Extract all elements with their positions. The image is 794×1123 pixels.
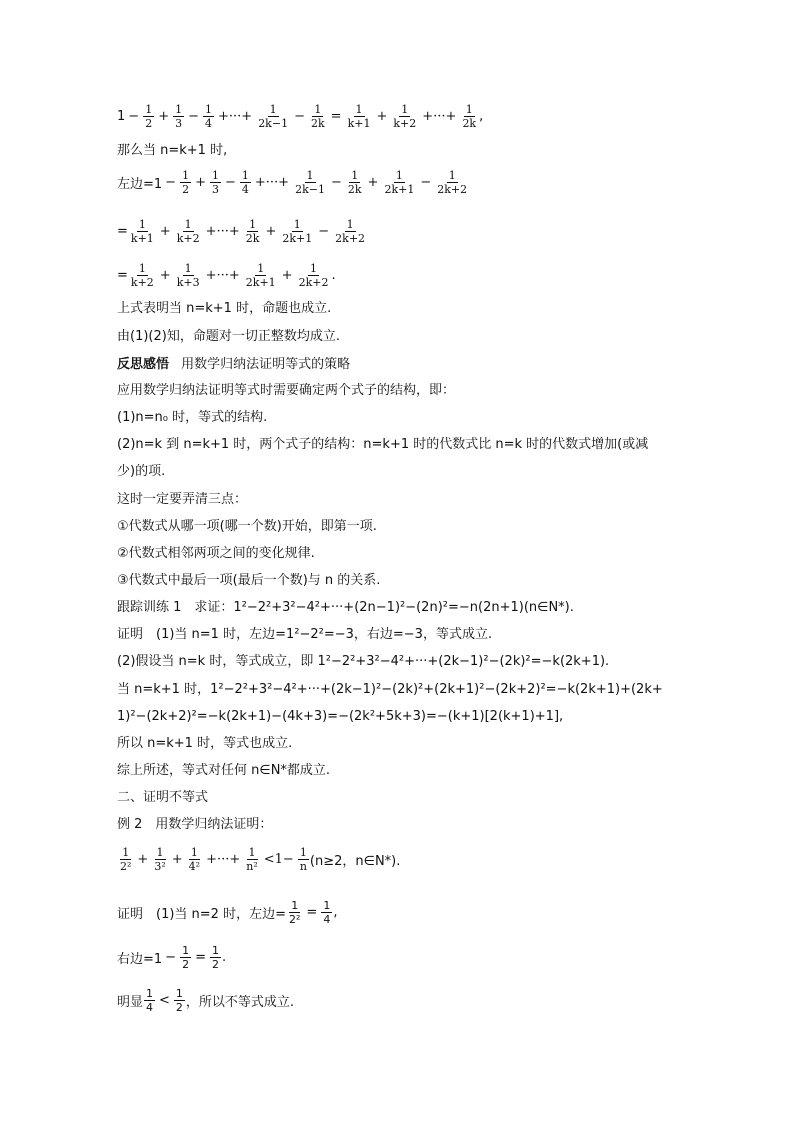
fraction-denominator: 4 [323,912,331,926]
equation-operator: = [330,108,342,124]
fraction-numerator: 1 [205,102,212,116]
equation-lead: 左边=1 [117,176,163,192]
text-line-11: ③代数式中最后一项(最后一个数)与 n 的关系. [117,573,381,588]
fraction-denominator: 2k [310,116,325,130]
equation-inequality [117,837,400,881]
text-line-8: 这时一定要弄清三点： [117,492,248,507]
equation-operator: − [165,949,177,965]
text-line-17: 所以 n=k+1 时，等式也成立. [117,736,293,751]
fraction-denominator: 2k+1 [282,231,313,245]
equation-operator: + [137,851,149,867]
text-line-13: 证明 (1)当 n=1 时，左边=1²−2²=−3，右边=−3，等式成立. [117,627,493,642]
text-line-5: (1)n=n₀ 时，等式的结构. [117,410,268,425]
fraction-numerator: 1 [293,217,301,231]
fraction [210,944,221,971]
fraction-numerator: 1 [190,845,198,859]
text-then: 那么当 n=k+1 时, [117,143,228,158]
equation-operator: = [306,904,318,920]
equation-obvious [117,978,294,1022]
equation-tail: , [333,904,338,920]
text-line-1: 上式表明当 n=k+1 时，命题也成立. [117,301,332,316]
fraction-denominator: 2k+1 [245,275,276,289]
fraction-numerator: 1 [465,102,473,116]
fraction-denominator: 2k−1 [295,182,325,196]
fraction-denominator: 2k [462,116,477,130]
fraction-numerator: 1 [138,261,146,275]
fraction [244,262,278,289]
fraction-denominator: 2² [120,859,132,873]
fraction-numerator: 1 [138,217,146,231]
fraction [309,103,327,130]
fraction-denominator: 4² [188,859,201,873]
equation-operator: +···+ [205,267,240,283]
fraction [203,103,214,130]
equation-operator: + [367,174,379,190]
fraction-denominator: k+1 [130,231,154,245]
reflection-label: 反思感悟 [117,357,170,372]
equation-operator: + [159,267,171,283]
equation-tail: , [479,108,484,124]
fraction-denominator: 4 [146,1000,154,1014]
fraction [280,218,314,245]
fraction [175,218,202,245]
fraction-denominator: k+2 [130,275,154,289]
equation-lead: = [117,267,128,283]
fraction [129,218,156,245]
equation-tail: ，所以不等式成立. [185,994,295,1010]
fraction-numerator: 1 [184,217,192,231]
equation-operator: − [165,174,177,190]
equation-operator: +···+ [254,174,290,190]
fraction [382,169,416,196]
fraction-denominator: 2 [182,182,190,196]
fraction-numerator: 1 [448,168,456,182]
fraction-numerator: 1 [310,261,318,275]
equation-operator: + [281,267,293,283]
equation-third [117,253,336,297]
text-line-6: (2)n=k 到 n=k+1 时，两个式子的结构：n=k+1 时的代数式比 n=k 时的代数式增加(或减 [117,437,649,452]
example-heading: 例 2 用数学归纳法证明： [117,817,273,832]
fraction [187,846,202,873]
equation-tail: . [221,949,227,965]
fraction-denominator: 2k+2 [437,182,468,196]
equation-operator: + [265,223,277,239]
text-line-16: 1)²−(2k+2)²=−k(2k+1)−(4k+3)=−(2k²+5k+3)=−(k+1)[2(k+1)+1], [117,709,564,724]
fraction [298,846,309,873]
equation-lead: 1 [117,108,126,124]
equation-operator: + [195,174,206,190]
fraction-numerator: 1 [146,986,154,1000]
fraction-denominator: 2 [211,957,219,971]
fraction [129,262,156,289]
fraction-denominator: 3² [154,859,166,873]
fraction-denominator: k+1 [347,116,371,130]
text-line-9: ①代数式从哪一项(哪一个数)开始，即第一项. [117,519,377,534]
equation-lead: 右边=1 [117,951,163,967]
text-line-15: 当 n=k+1 时，1²−2²+3²−4²+···+(2k−1)²−(2k)²+(2k+1)²−(2k+2)²=−k(2k+1)+(2k+ [117,682,663,697]
fraction [152,846,167,873]
text-line-12: 跟踪训练 1 求证：1²−2²+3²−4²+···+(2n−1)²−(2n)²=−n(2n+1)(n∈N*). [117,600,574,615]
fraction-denominator: 2k+2 [335,231,366,245]
text-line-14: (2)假设当 n=k 时，等式成立，即 1²−2²+3²−4²+···+(2k−1)²−(2k)²=−k(2k+1). [117,654,610,669]
equation-operator: + [376,108,388,124]
fraction [256,103,290,130]
equation-operator: < [159,992,170,1008]
fraction [175,262,202,289]
fraction-numerator: 1 [122,845,130,859]
fraction-numerator: 1 [211,168,219,182]
fraction [346,103,373,130]
fraction [180,169,191,196]
fraction-numerator: 1 [355,102,363,116]
fraction-denominator: 2k+1 [384,182,415,196]
fraction [321,899,332,926]
text-line-7: 少)的项. [117,464,166,479]
fraction-denominator: 4 [241,182,249,196]
fraction-numerator: 1 [346,217,354,231]
fraction [244,218,262,245]
reflection-heading [117,357,350,373]
fraction-numerator: 1 [241,168,249,182]
fraction-denominator: 2k [347,182,362,196]
equation-operator: − [420,174,432,190]
text-line-4: 应用数学归纳法证明等式时需要确定两个式子的结构，即： [117,383,456,398]
equation-lead: 证明 (1)当 n=2 时，左边= [117,906,286,922]
equation-operator: − [188,108,199,124]
equation-operator: <1− [263,851,294,867]
equation-left-side [117,160,470,204]
fraction-denominator: n [299,859,307,873]
fraction [346,169,364,196]
fraction [333,218,367,245]
fraction-denominator: 3 [175,116,183,130]
fraction-numerator: 1 [291,898,299,912]
fraction-denominator: 2 [145,116,153,130]
fraction-numerator: 1 [351,168,359,182]
fraction-numerator: 1 [323,898,331,912]
fraction [118,846,133,873]
fraction [240,169,251,196]
fraction-numerator: 1 [211,943,219,957]
fraction-numerator: 1 [401,102,409,116]
equation-operator: + [171,851,183,867]
equation-operator: − [224,174,236,190]
fraction [180,944,191,971]
fraction [460,103,478,130]
fraction-numerator: 1 [145,102,153,116]
text-line-2: 由(1)(2)知，命题对一切正整数均成立. [117,329,340,344]
fraction-numerator: 1 [248,845,256,859]
fraction [435,169,469,196]
equation-lead: 明显 [117,994,144,1010]
equation-tail: . [331,267,336,283]
fraction-denominator: 3 [211,182,219,196]
fraction-numerator: 1 [257,261,265,275]
fraction [173,103,184,130]
fraction-numerator: 1 [175,102,183,116]
fraction [210,169,221,196]
fraction-numerator: 1 [184,261,192,275]
fraction [287,899,302,926]
fraction-numerator: 1 [182,943,190,957]
fraction-denominator: 2k [245,231,260,245]
fraction-numerator: 1 [182,168,190,182]
fraction-denominator: 2 [175,1000,183,1014]
fraction [293,169,327,196]
text-line-18: 综上所述，等式对任何 n∈N*都成立. [117,763,331,778]
equation-operator: − [128,108,140,124]
fraction-denominator: k+3 [176,275,200,289]
equation-operator: = [195,949,206,965]
fraction-denominator: 2k+2 [298,275,329,289]
equation-operator: − [294,108,305,124]
equation-operator: + [159,223,171,239]
fraction-numerator: 1 [249,217,257,231]
fraction-numerator: 1 [314,102,322,116]
section-heading: 二、证明不等式 [117,790,209,805]
fraction [174,987,185,1014]
equation-operator: +···+ [422,108,457,124]
equation-operator: + [158,108,170,124]
equation-tail: (n≥2，n∈N*). [309,853,401,869]
fraction-denominator: 4 [205,116,212,130]
fraction [391,103,418,130]
fraction [297,262,331,289]
reflection-title: 用数学归纳法证明等式的策略 [181,357,351,372]
equation-proof-right [117,935,226,979]
equation-operator: +···+ [206,851,241,867]
text-line-10: ②代数式相邻两项之间的变化规律. [117,546,315,561]
fraction-numerator: 1 [269,102,277,116]
equation-operator: +···+ [205,223,240,239]
fraction-denominator: 2k−1 [258,116,289,130]
equation-operator: − [318,223,330,239]
fraction-denominator: k+2 [176,231,200,245]
fraction-denominator: 2 [182,957,190,971]
fraction-numerator: 1 [306,168,314,182]
fraction-numerator: 1 [299,845,307,859]
fraction-numerator: 1 [395,168,403,182]
fraction [144,987,155,1014]
fraction [244,846,260,873]
fraction-denominator: 2² [288,912,301,926]
fraction-numerator: 1 [156,845,164,859]
equation-second [117,209,368,253]
fraction-numerator: 1 [175,986,183,1000]
fraction [143,103,154,130]
equation-operator: +···+ [218,108,253,124]
equation-proof-left [117,890,337,934]
equation-top [117,94,483,138]
equation-operator: − [330,174,342,190]
fraction-denominator: k+2 [393,116,417,130]
equation-lead: = [117,223,128,239]
fraction-denominator: n² [246,859,258,873]
